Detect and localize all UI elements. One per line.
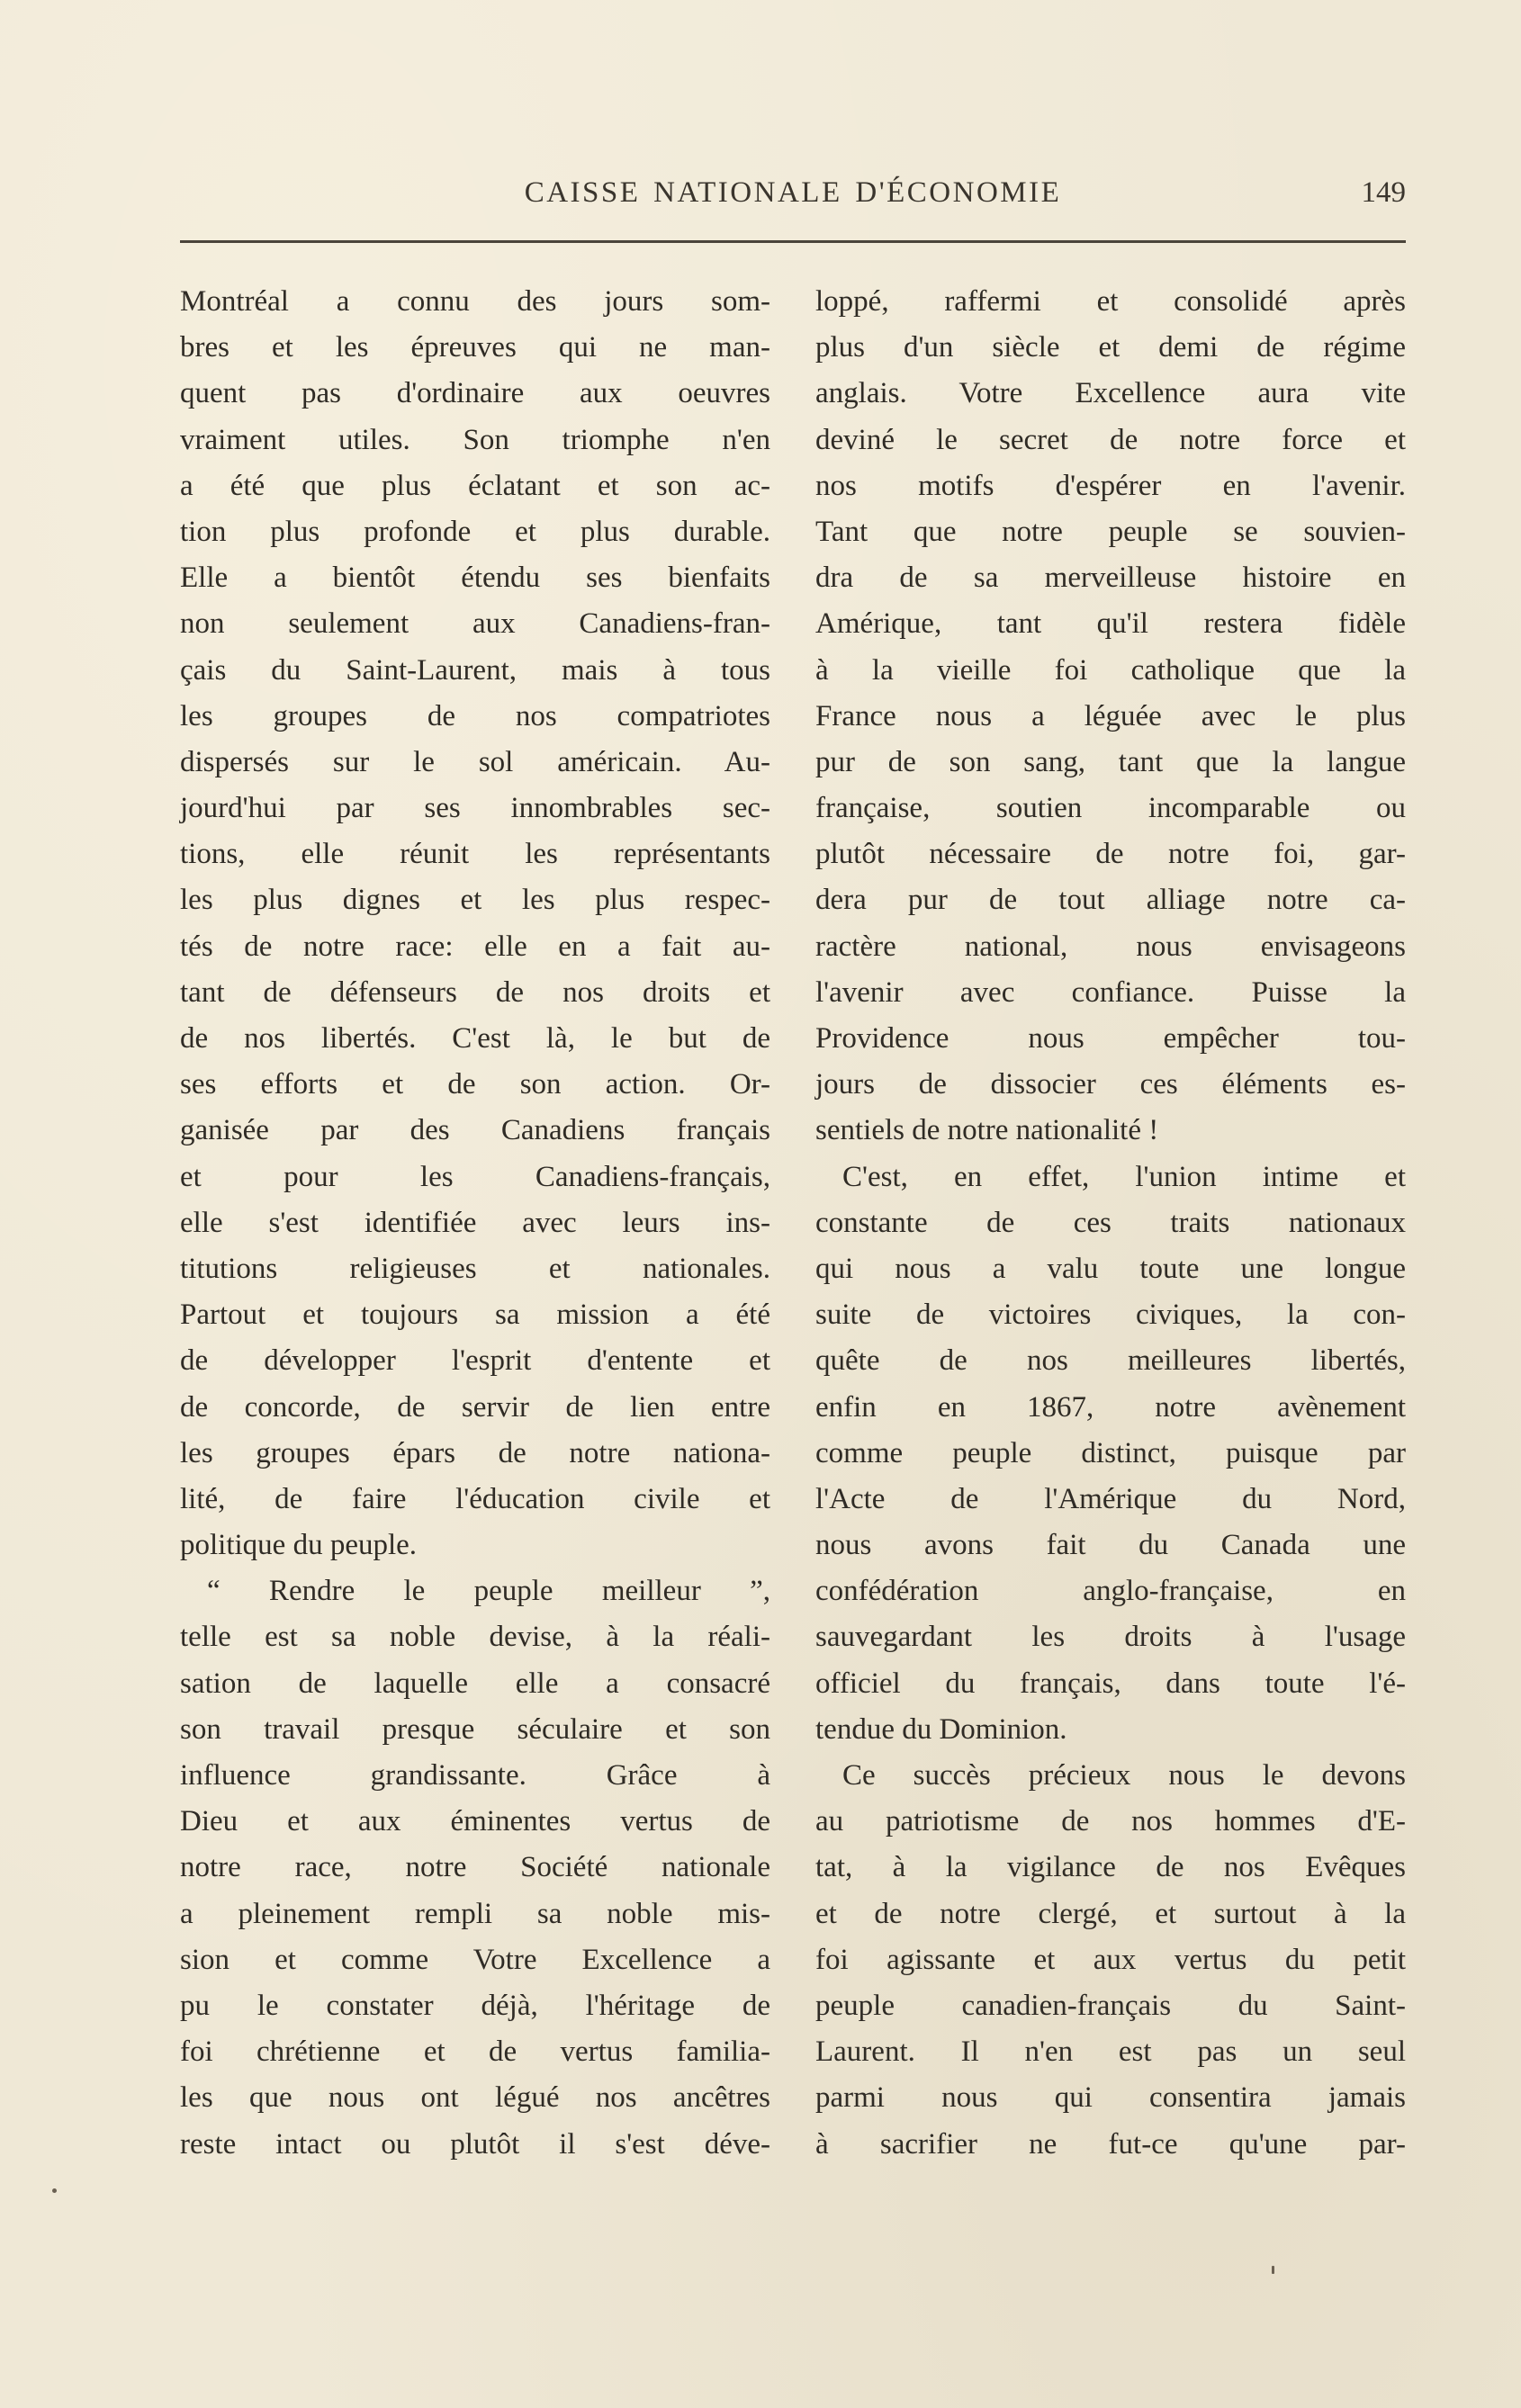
text-line: foi chrétienne et de vertus familia- <box>180 2035 770 2069</box>
text-line: Ce succès précieux nous le devons <box>842 1759 1406 1792</box>
left-text-column <box>180 279 770 2168</box>
page-header <box>180 176 1406 221</box>
text-line: les que nous ont légué nos ancêtres <box>180 2081 770 2115</box>
text-line: sentiels de notre nationalité ! <box>815 1114 1159 1147</box>
text-line: de concorde, de servir de lien entre <box>180 1390 770 1424</box>
text-line: vraiment utiles. Son triomphe n'en <box>180 423 770 456</box>
text-line: constante de ces traits nationaux <box>815 1206 1406 1239</box>
text-line: reste intact ou plutôt il s'est déve- <box>180 2127 770 2161</box>
text-line: tés de notre race: elle en a fait au- <box>180 930 770 963</box>
text-line: Dieu et aux éminentes vertus de <box>180 1805 770 1838</box>
text-line: Tant que notre peuple se souvien- <box>815 515 1406 548</box>
text-line: tions, elle réunit les représentants <box>180 838 770 871</box>
text-line: et de notre clergé, et surtout à la <box>815 1897 1406 1930</box>
text-line: a été que plus éclatant et son ac- <box>180 469 770 502</box>
text-line: tant de défenseurs de nos droits et <box>180 975 770 1009</box>
text-line: quête de nos meilleures libertés, <box>815 1344 1406 1378</box>
text-line: foi agissante et aux vertus du petit <box>815 1943 1406 1976</box>
text-line: çais du Saint-Laurent, mais à tous <box>180 653 770 687</box>
text-line: comme peuple distinct, puisque par <box>815 1436 1406 1469</box>
text-line: officiel du français, dans toute l'é- <box>815 1667 1406 1700</box>
text-line: jours de dissocier ces éléments es- <box>815 1068 1406 1101</box>
text-line: deviné le secret de notre force et <box>815 423 1406 456</box>
text-line: nos motifs d'espérer en l'avenir. <box>815 469 1406 502</box>
text-line: Laurent. Il n'en est pas un seul <box>815 2035 1406 2069</box>
header-rule <box>180 240 1406 243</box>
ink-speck <box>52 2188 57 2193</box>
text-line: les groupes épars de notre nationa- <box>180 1436 770 1469</box>
text-line: pu le constater déjà, l'héritage de <box>180 1989 770 2022</box>
text-line: plus d'un siècle et demi de régime <box>815 331 1406 364</box>
text-line: au patriotisme de nos hommes d'E- <box>815 1805 1406 1838</box>
text-line: suite de victoires civiques, la con- <box>815 1298 1406 1332</box>
text-line: influence grandissante. Grâce à <box>180 1759 770 1792</box>
text-line: jourd'hui par ses innombrables sec- <box>180 792 770 825</box>
text-line: C'est, en effet, l'union intime et <box>842 1160 1406 1193</box>
text-line: bres et les épreuves qui ne man- <box>180 331 770 364</box>
text-line: dra de sa merveilleuse histoire en <box>815 562 1406 595</box>
text-line: tendue du Dominion. <box>815 1712 1067 1746</box>
text-line: et pour les Canadiens-français, <box>180 1160 770 1193</box>
text-line: France nous a léguée avec le plus <box>815 699 1406 732</box>
text-line: à sacrifier ne fut-ce qu'une par- <box>815 2127 1406 2161</box>
text-line: l'avenir avec confiance. Puisse la <box>815 975 1406 1009</box>
text-line: non seulement aux Canadiens-fran- <box>180 607 770 641</box>
text-line: qui nous a valu toute une longue <box>815 1252 1406 1285</box>
text-line: titutions religieuses et nationales. <box>180 1252 770 1285</box>
text-line: ses efforts et de son action. Or- <box>180 1068 770 1101</box>
text-line: sion et comme Votre Excellence a <box>180 1943 770 1976</box>
text-line: pur de son sang, tant que la langue <box>815 745 1406 778</box>
text-line: peuple canadien-français du Saint- <box>815 1989 1406 2022</box>
running-title: CAISSE NATIONALE D'ÉCONOMIE <box>524 176 1062 209</box>
text-line: les plus dignes et les plus respec- <box>180 884 770 917</box>
text-line: Providence nous empêcher tou- <box>815 1022 1406 1055</box>
text-line: dera pur de tout alliage notre ca- <box>815 884 1406 917</box>
text-line: ractère national, nous envisageons <box>815 930 1406 963</box>
text-line: française, soutien incomparable ou <box>815 792 1406 825</box>
text-line: quent pas d'ordinaire aux oeuvres <box>180 377 770 410</box>
text-line: “ Rendre le peuple meilleur ”, <box>207 1575 770 1608</box>
text-line: nous avons fait du Canada une <box>815 1529 1406 1562</box>
right-text-column <box>815 279 1406 2168</box>
text-line: Partout et toujours sa mission a été <box>180 1298 770 1332</box>
text-line: parmi nous qui consentira jamais <box>815 2081 1406 2115</box>
text-line: l'Acte de l'Amérique du Nord, <box>815 1482 1406 1515</box>
ink-speck <box>1272 2266 1274 2274</box>
page-number: 149 <box>1361 176 1406 209</box>
text-line: sauvegardant les droits à l'usage <box>815 1621 1406 1654</box>
text-line: de nos libertés. C'est là, le but de <box>180 1022 770 1055</box>
text-line: politique du peuple. <box>180 1529 418 1562</box>
text-line: sation de laquelle elle a consacré <box>180 1667 770 1700</box>
text-line: Elle a bientôt étendu ses bienfaits <box>180 562 770 595</box>
text-line: confédération anglo-française, en <box>815 1575 1406 1608</box>
text-line: Montréal a connu des jours som- <box>180 285 770 318</box>
text-line: elle s'est identifiée avec leurs ins- <box>180 1206 770 1239</box>
text-line: dispersés sur le sol américain. Au- <box>180 745 770 778</box>
text-line: tat, à la vigilance de nos Evêques <box>815 1851 1406 1884</box>
text-line: Amérique, tant qu'il restera fidèle <box>815 607 1406 641</box>
text-line: les groupes de nos compatriotes <box>180 699 770 732</box>
text-line: son travail presque séculaire et son <box>180 1712 770 1746</box>
text-line: de développer l'esprit d'entente et <box>180 1344 770 1378</box>
text-line: ganisée par des Canadiens français <box>180 1114 770 1147</box>
text-line: loppé, raffermi et consolidé après <box>815 285 1406 318</box>
text-line: tion plus profonde et plus durable. <box>180 515 770 548</box>
text-line: lité, de faire l'éducation civile et <box>180 1482 770 1515</box>
text-line: plutôt nécessaire de notre foi, gar- <box>815 838 1406 871</box>
text-line: à la vieille foi catholique que la <box>815 653 1406 687</box>
text-line: anglais. Votre Excellence aura vite <box>815 377 1406 410</box>
text-line: notre race, notre Société nationale <box>180 1851 770 1884</box>
text-line: a pleinement rempli sa noble mis- <box>180 1897 770 1930</box>
text-line: telle est sa noble devise, à la réali- <box>180 1621 770 1654</box>
text-line: enfin en 1867, notre avènement <box>815 1390 1406 1424</box>
